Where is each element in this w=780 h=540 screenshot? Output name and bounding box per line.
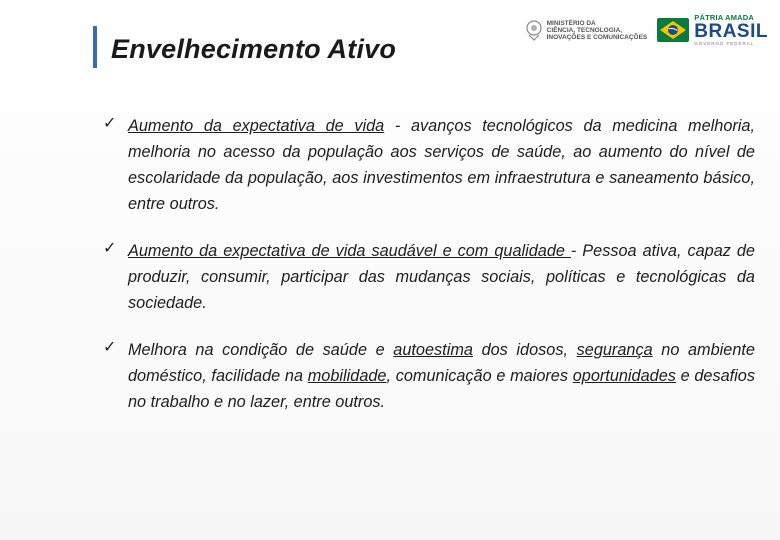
ministry-name: MINISTÉRIO DA CIÊNCIA, TECNOLOGIA, INOVAÇÕES E COMUNICAÇÕES [546,19,648,41]
brazil-flag-icon [657,18,689,42]
bullet-item [103,337,755,415]
brand-top-text: PÁTRIA AMADA [694,13,755,22]
ministry-emblem-icon [525,19,543,41]
text-segment: - Pessoa ativa, capaz de produzir, consumir, participar das mudanças sociais, políticas e tecnológicas da sociedade. [128,242,755,312]
bullet-item [103,238,755,316]
bullet-text [128,337,755,415]
text-segment: oportunidades [572,367,676,385]
text-segment: - avanços tecnológicos da medicina melhoria, melhoria no acesso da população aos serviços de saúde, ao aumento do nível de escolaridade da população, aos investimentos em infraestrutura e saneamento básico, entre outros. [128,117,755,213]
text-segment: segurança [576,341,653,359]
title-accent-bar [93,26,97,68]
ministry-logo [525,19,648,41]
checkmark-icon: ✓ [103,113,117,132]
bullet-item [103,113,755,217]
text-segment: Melhora na condição de saúde e [128,341,394,359]
brand-main-text: BRASIL [694,20,768,42]
slide-title: Envelhecimento Ativo [111,34,397,64]
text-segment: , comunicação e maiores [386,367,573,385]
brand-sub-text: GOVERNO FEDERAL [694,40,755,46]
text-segment: autoestima [393,341,473,359]
text-segment: mobilidade [307,367,387,385]
text-segment: Aumento da expectativa de vida [128,117,385,135]
bullet-list [103,113,755,436]
text-segment: dos idosos, [472,341,577,359]
checkmark-icon: ✓ [103,238,117,257]
header-logos [525,12,768,48]
bullet-text [128,238,755,316]
text-segment: no ambiente doméstico, facilidade na [128,341,755,385]
text-segment: e desafios no trabalho e no lazer, entre outros. [128,367,756,411]
bullet-text [128,113,755,217]
brasil-logo [657,14,768,46]
text-segment: Aumento da expectativa de vida saudável e com qualidade [128,242,571,260]
checkmark-icon: ✓ [103,337,117,356]
